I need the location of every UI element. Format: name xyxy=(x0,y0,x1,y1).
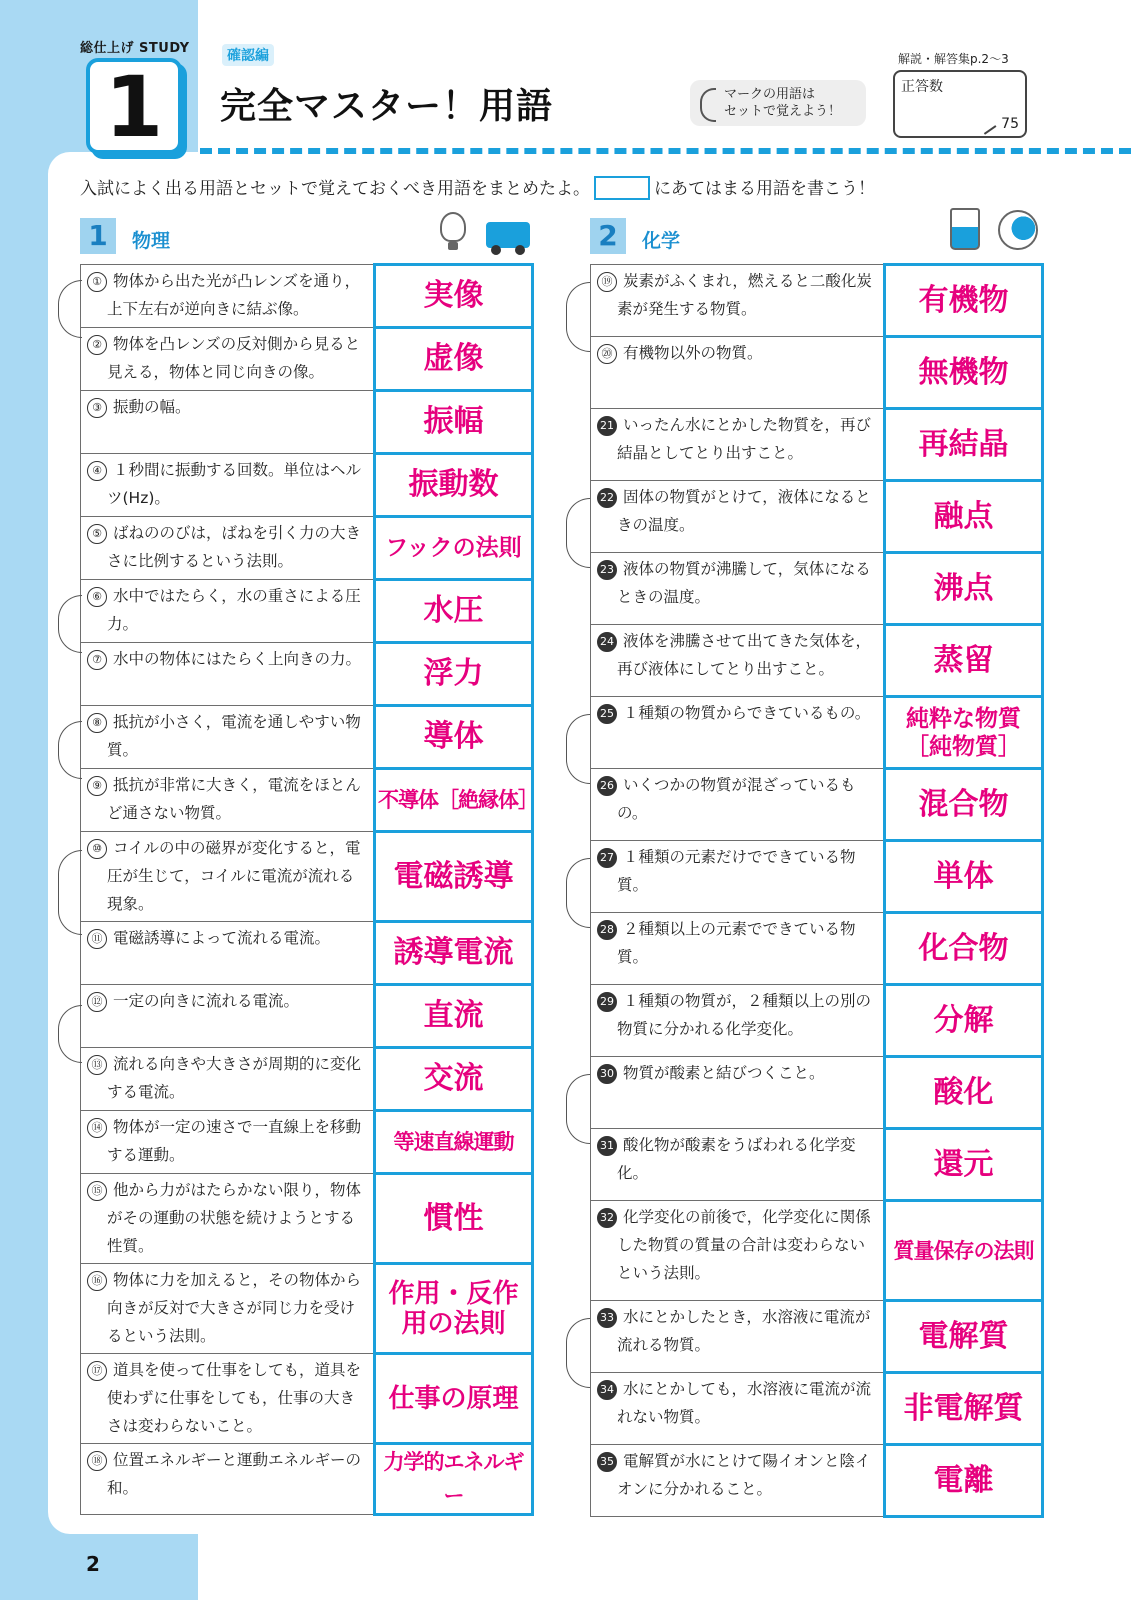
answer-cell[interactable]: 再結晶 xyxy=(885,409,1043,481)
question-text: ばねののびは，ばねを引く力の大きさに比例するという法則。 xyxy=(107,524,362,570)
question-text: 物体が一定の速さで一直線上を移動する運動。 xyxy=(107,1118,362,1164)
item-number: ⑦ xyxy=(87,650,107,670)
answer-cell[interactable]: 酸化 xyxy=(885,1057,1043,1129)
beaker-icon xyxy=(950,208,980,250)
page-number: 2 xyxy=(86,1552,100,1576)
question-text: いくつかの物質が混ざっているもの。 xyxy=(617,776,856,822)
answer-cell[interactable]: 質量保存の法則 xyxy=(885,1201,1043,1301)
question-text: 水中の物体にはたらく上向きの力。 xyxy=(113,650,362,668)
table-row xyxy=(591,769,1043,841)
answer-cell[interactable]: 虚像 xyxy=(375,328,533,391)
pair-bracket xyxy=(566,1318,590,1388)
answer-cell[interactable]: 慣性 xyxy=(375,1174,533,1264)
answer-cell[interactable]: 化合物 xyxy=(885,913,1043,985)
item-number: 33 xyxy=(597,1308,617,1328)
table-row xyxy=(591,481,1043,553)
item-number: 21 xyxy=(597,416,617,436)
section-number: 1 xyxy=(80,218,116,254)
unit-number: 1 xyxy=(104,58,164,156)
question-text: １種類の物質からできているもの。 xyxy=(623,704,871,722)
blank-box-sample xyxy=(594,176,650,200)
table-row xyxy=(81,454,533,517)
question-text: 電解質が水にとけて陽イオンと陰イオンに分かれること。 xyxy=(617,1452,871,1498)
table-row xyxy=(591,409,1043,481)
question-text: 物質が酸素と結びつくこと。 xyxy=(623,1064,825,1082)
question-text: 水にとかしたとき，水溶液に電流が流れる物質。 xyxy=(617,1308,871,1354)
item-number: 34 xyxy=(597,1380,617,1400)
table-row xyxy=(81,1174,533,1264)
question-text: 物体を凸レンズの反対側から見ると見える，物体と同じ向きの像。 xyxy=(107,335,361,381)
table-row xyxy=(81,832,533,922)
answer-cell[interactable]: 還元 xyxy=(885,1129,1043,1201)
question-text: 振動の幅。 xyxy=(113,398,191,416)
item-number: ⑬ xyxy=(87,1055,107,1075)
item-number: 29 xyxy=(597,992,617,1012)
pair-bracket xyxy=(566,714,590,784)
table-row xyxy=(591,1129,1043,1201)
item-number: ⑰ xyxy=(87,1361,107,1381)
table-row xyxy=(591,625,1043,697)
answer-cell[interactable]: 蒸留 xyxy=(885,625,1043,697)
item-number: 26 xyxy=(597,776,617,796)
table-row xyxy=(81,580,533,643)
item-number: ⑳ xyxy=(597,344,617,364)
table-row xyxy=(591,1057,1043,1129)
item-number: ⑪ xyxy=(87,929,107,949)
item-number: 22 xyxy=(597,488,617,508)
score-total: 75 xyxy=(1001,116,1019,132)
table-row xyxy=(81,1354,533,1444)
table-row xyxy=(81,769,533,832)
table-row xyxy=(81,706,533,769)
intro-text xyxy=(80,174,875,200)
sub-badge: 確認編 xyxy=(222,44,274,66)
answer-cell[interactable]: 有機物 xyxy=(885,265,1043,337)
question-text: いったん水にとかした物質を，再び結晶としてとり出すこと。 xyxy=(617,416,872,462)
answer-cell[interactable]: 導体 xyxy=(375,706,533,769)
answer-cell[interactable]: フックの法則 xyxy=(375,517,533,580)
table-row xyxy=(81,265,533,328)
answer-cell[interactable]: 交流 xyxy=(375,1048,533,1111)
item-number: ② xyxy=(87,335,107,355)
item-number: ⑫ xyxy=(87,992,107,1012)
question-text: 物体に力を加えると，その物体から向きが反対で大きさが同じ力を受けるという法則。 xyxy=(107,1271,362,1345)
item-number: 28 xyxy=(597,920,617,940)
chemistry-term-table xyxy=(590,263,1044,1518)
question-text: 化学変化の前後で，化学変化に関係した物質の質量の合計は変わらないという法則。 xyxy=(617,1208,871,1282)
item-number: ① xyxy=(87,272,107,292)
cart-icon xyxy=(486,222,530,248)
answer-cell[interactable]: 非電解質 xyxy=(885,1373,1043,1445)
question-text: コイルの中の磁界が変化すると，電圧が生じて，コイルに電流が流れる現象。 xyxy=(107,839,361,913)
question-text: １種類の元素だけでできている物質。 xyxy=(617,848,856,894)
item-number: 35 xyxy=(597,1452,617,1472)
score-slash xyxy=(984,125,996,134)
question-text: 一定の向きに流れる電流。 xyxy=(113,992,300,1010)
answer-cell[interactable]: 浮力 xyxy=(375,643,533,706)
table-row xyxy=(591,337,1043,409)
dashed-divider xyxy=(200,148,1131,154)
question-text: 液体を沸騰させて出てきた気体を，再び液体にしてとり出すこと。 xyxy=(617,632,872,678)
question-text: 物体から出た光が凸レンズを通り，上下左右が逆向きに結ぶ像。 xyxy=(107,272,361,318)
item-number: ⑮ xyxy=(87,1181,107,1201)
answer-cell[interactable]: 水圧 xyxy=(375,580,533,643)
table-row xyxy=(81,985,533,1048)
question-text: 固体の物質がとけて，液体になるときの温度。 xyxy=(617,488,871,534)
answer-cell[interactable]: 沸点 xyxy=(885,553,1043,625)
table-row xyxy=(591,265,1043,337)
answer-cell[interactable]: 作用・反作用の法則 xyxy=(375,1264,533,1354)
item-number: 25 xyxy=(597,704,617,724)
question-text: 他から力がはたらかない限り，物体がその運動の状態を続けようとする性質。 xyxy=(107,1181,362,1255)
flask-icon xyxy=(998,210,1038,250)
pair-bracket xyxy=(566,282,590,352)
table-row xyxy=(591,1445,1043,1517)
pair-bracket xyxy=(566,498,590,568)
intro-before: 入試によく出る用語とセットで覚えておくべき用語をまとめたよ。 xyxy=(80,179,590,199)
item-number: 23 xyxy=(597,560,617,580)
item-number: ⑩ xyxy=(87,839,107,859)
table-row xyxy=(81,391,533,454)
score-label: 正答数 xyxy=(901,79,943,95)
question-text: 位置エネルギーと運動エネルギーの和。 xyxy=(107,1451,362,1497)
item-number: ④ xyxy=(87,461,107,481)
answer-cell[interactable]: 仕事の原理 xyxy=(375,1354,533,1444)
question-text: ２種類以上の元素でできている物質。 xyxy=(617,920,856,966)
table-row xyxy=(81,1048,533,1111)
table-row xyxy=(591,1201,1043,1301)
table-row xyxy=(81,1111,533,1174)
item-number: ⑧ xyxy=(87,713,107,733)
answer-cell[interactable]: 振幅 xyxy=(375,391,533,454)
question-text: 抵抗が非常に大きく，電流をほとんど通さない物質。 xyxy=(107,776,361,822)
answer-reference: 解説・解答集p.2〜3 xyxy=(898,52,1009,66)
question-text: 炭素がふくまれ，燃えると二酸化炭素が発生する物質。 xyxy=(617,272,872,318)
table-row xyxy=(81,1264,533,1354)
answer-cell[interactable]: 不導体［絶縁体］ xyxy=(375,769,533,832)
lightbulb-icon xyxy=(440,212,466,242)
question-text: 水中ではたらく，水の重さによる圧力。 xyxy=(107,587,361,633)
item-number: 27 xyxy=(597,848,617,868)
item-number: ⑥ xyxy=(87,587,107,607)
item-number: ⑲ xyxy=(597,272,617,292)
page-title: 完全マスター！用語 xyxy=(220,86,554,127)
item-number: 32 xyxy=(597,1208,617,1228)
section-title: 化学 xyxy=(642,230,681,252)
table-row xyxy=(591,985,1043,1057)
question-text: 液体の物質が沸騰して，気体になるときの温度。 xyxy=(617,560,871,606)
answer-cell[interactable]: 誘導電流 xyxy=(375,922,533,985)
table-row xyxy=(81,517,533,580)
unit-number-box xyxy=(86,58,182,154)
question-text: １秒間に振動する回数。単位はヘルツ(Hz)。 xyxy=(107,461,362,507)
question-text: １種類の物質が，２種類以上の別の物質に分かれる化学変化。 xyxy=(617,992,872,1038)
table-row xyxy=(591,697,1043,769)
question-text: 水にとかしても，水溶液に電流が流れない物質。 xyxy=(617,1380,872,1426)
answer-cell[interactable]: 振動数 xyxy=(375,454,533,517)
answer-cell[interactable]: 分解 xyxy=(885,985,1043,1057)
answer-cell[interactable]: 混合物 xyxy=(885,769,1043,841)
physics-term-table xyxy=(80,263,538,1516)
question-text: 道具を使って仕事をしても，道具を使わずに仕事をしても，仕事の大きさは変わらないこと。 xyxy=(107,1361,362,1435)
question-text: 有機物以外の物質。 xyxy=(623,344,763,362)
pair-bracket xyxy=(58,850,82,935)
pair-bracket xyxy=(566,858,590,928)
item-number: 31 xyxy=(597,1136,617,1156)
answer-cell[interactable]: 単体 xyxy=(885,841,1043,913)
item-number: ③ xyxy=(87,398,107,418)
table-row xyxy=(591,1373,1043,1445)
study-label: 総仕上げ STUDY xyxy=(80,41,190,56)
answer-cell[interactable]: 電離 xyxy=(885,1445,1043,1517)
table-row xyxy=(591,841,1043,913)
answer-cell[interactable]: 等速直線運動 xyxy=(375,1111,533,1174)
hint-line-1: マークの用語は xyxy=(724,87,816,102)
pair-bracket xyxy=(566,1074,590,1144)
table-row xyxy=(81,643,533,706)
section-title: 物理 xyxy=(132,230,171,252)
question-text: 電磁誘導によって流れる電流。 xyxy=(113,929,331,947)
item-number: ⑨ xyxy=(87,776,107,796)
table-row xyxy=(591,913,1043,985)
question-text: 酸化物が酸素をうばわれる化学変化。 xyxy=(617,1136,856,1182)
answer-cell[interactable]: 実像 xyxy=(375,265,533,328)
table-row xyxy=(591,1301,1043,1373)
hint-line-2: セットで覚えよう！ xyxy=(724,104,842,119)
question-text: 流れる向きや大きさが周期的に変化する電流。 xyxy=(107,1055,362,1101)
answer-cell[interactable]: 融点 xyxy=(885,481,1043,553)
answer-cell[interactable]: 電磁誘導 xyxy=(375,832,533,922)
hint-bubble xyxy=(690,80,866,126)
answer-cell[interactable]: 力学的エネルギー xyxy=(375,1444,533,1515)
item-number: ⑯ xyxy=(87,1271,107,1291)
table-row xyxy=(81,328,533,391)
intro-after: にあてはまる用語を書こう！ xyxy=(654,179,875,199)
item-number: ⑤ xyxy=(87,524,107,544)
item-number: 30 xyxy=(597,1064,617,1084)
table-row xyxy=(591,553,1043,625)
item-number: 24 xyxy=(597,632,617,652)
answer-cell[interactable]: 直流 xyxy=(375,985,533,1048)
section-number: 2 xyxy=(590,218,626,254)
table-row xyxy=(81,1444,533,1515)
question-text: 抵抗が小さく，電流を通しやすい物質。 xyxy=(107,713,361,759)
answer-cell[interactable]: 純粋な物質［純物質］ xyxy=(885,697,1043,769)
answer-cell[interactable]: 無機物 xyxy=(885,337,1043,409)
table-row xyxy=(81,922,533,985)
item-number: ⑭ xyxy=(87,1118,107,1138)
answer-cell[interactable]: 電解質 xyxy=(885,1301,1043,1373)
score-box[interactable] xyxy=(893,70,1027,138)
item-number: ⑱ xyxy=(87,1451,107,1471)
